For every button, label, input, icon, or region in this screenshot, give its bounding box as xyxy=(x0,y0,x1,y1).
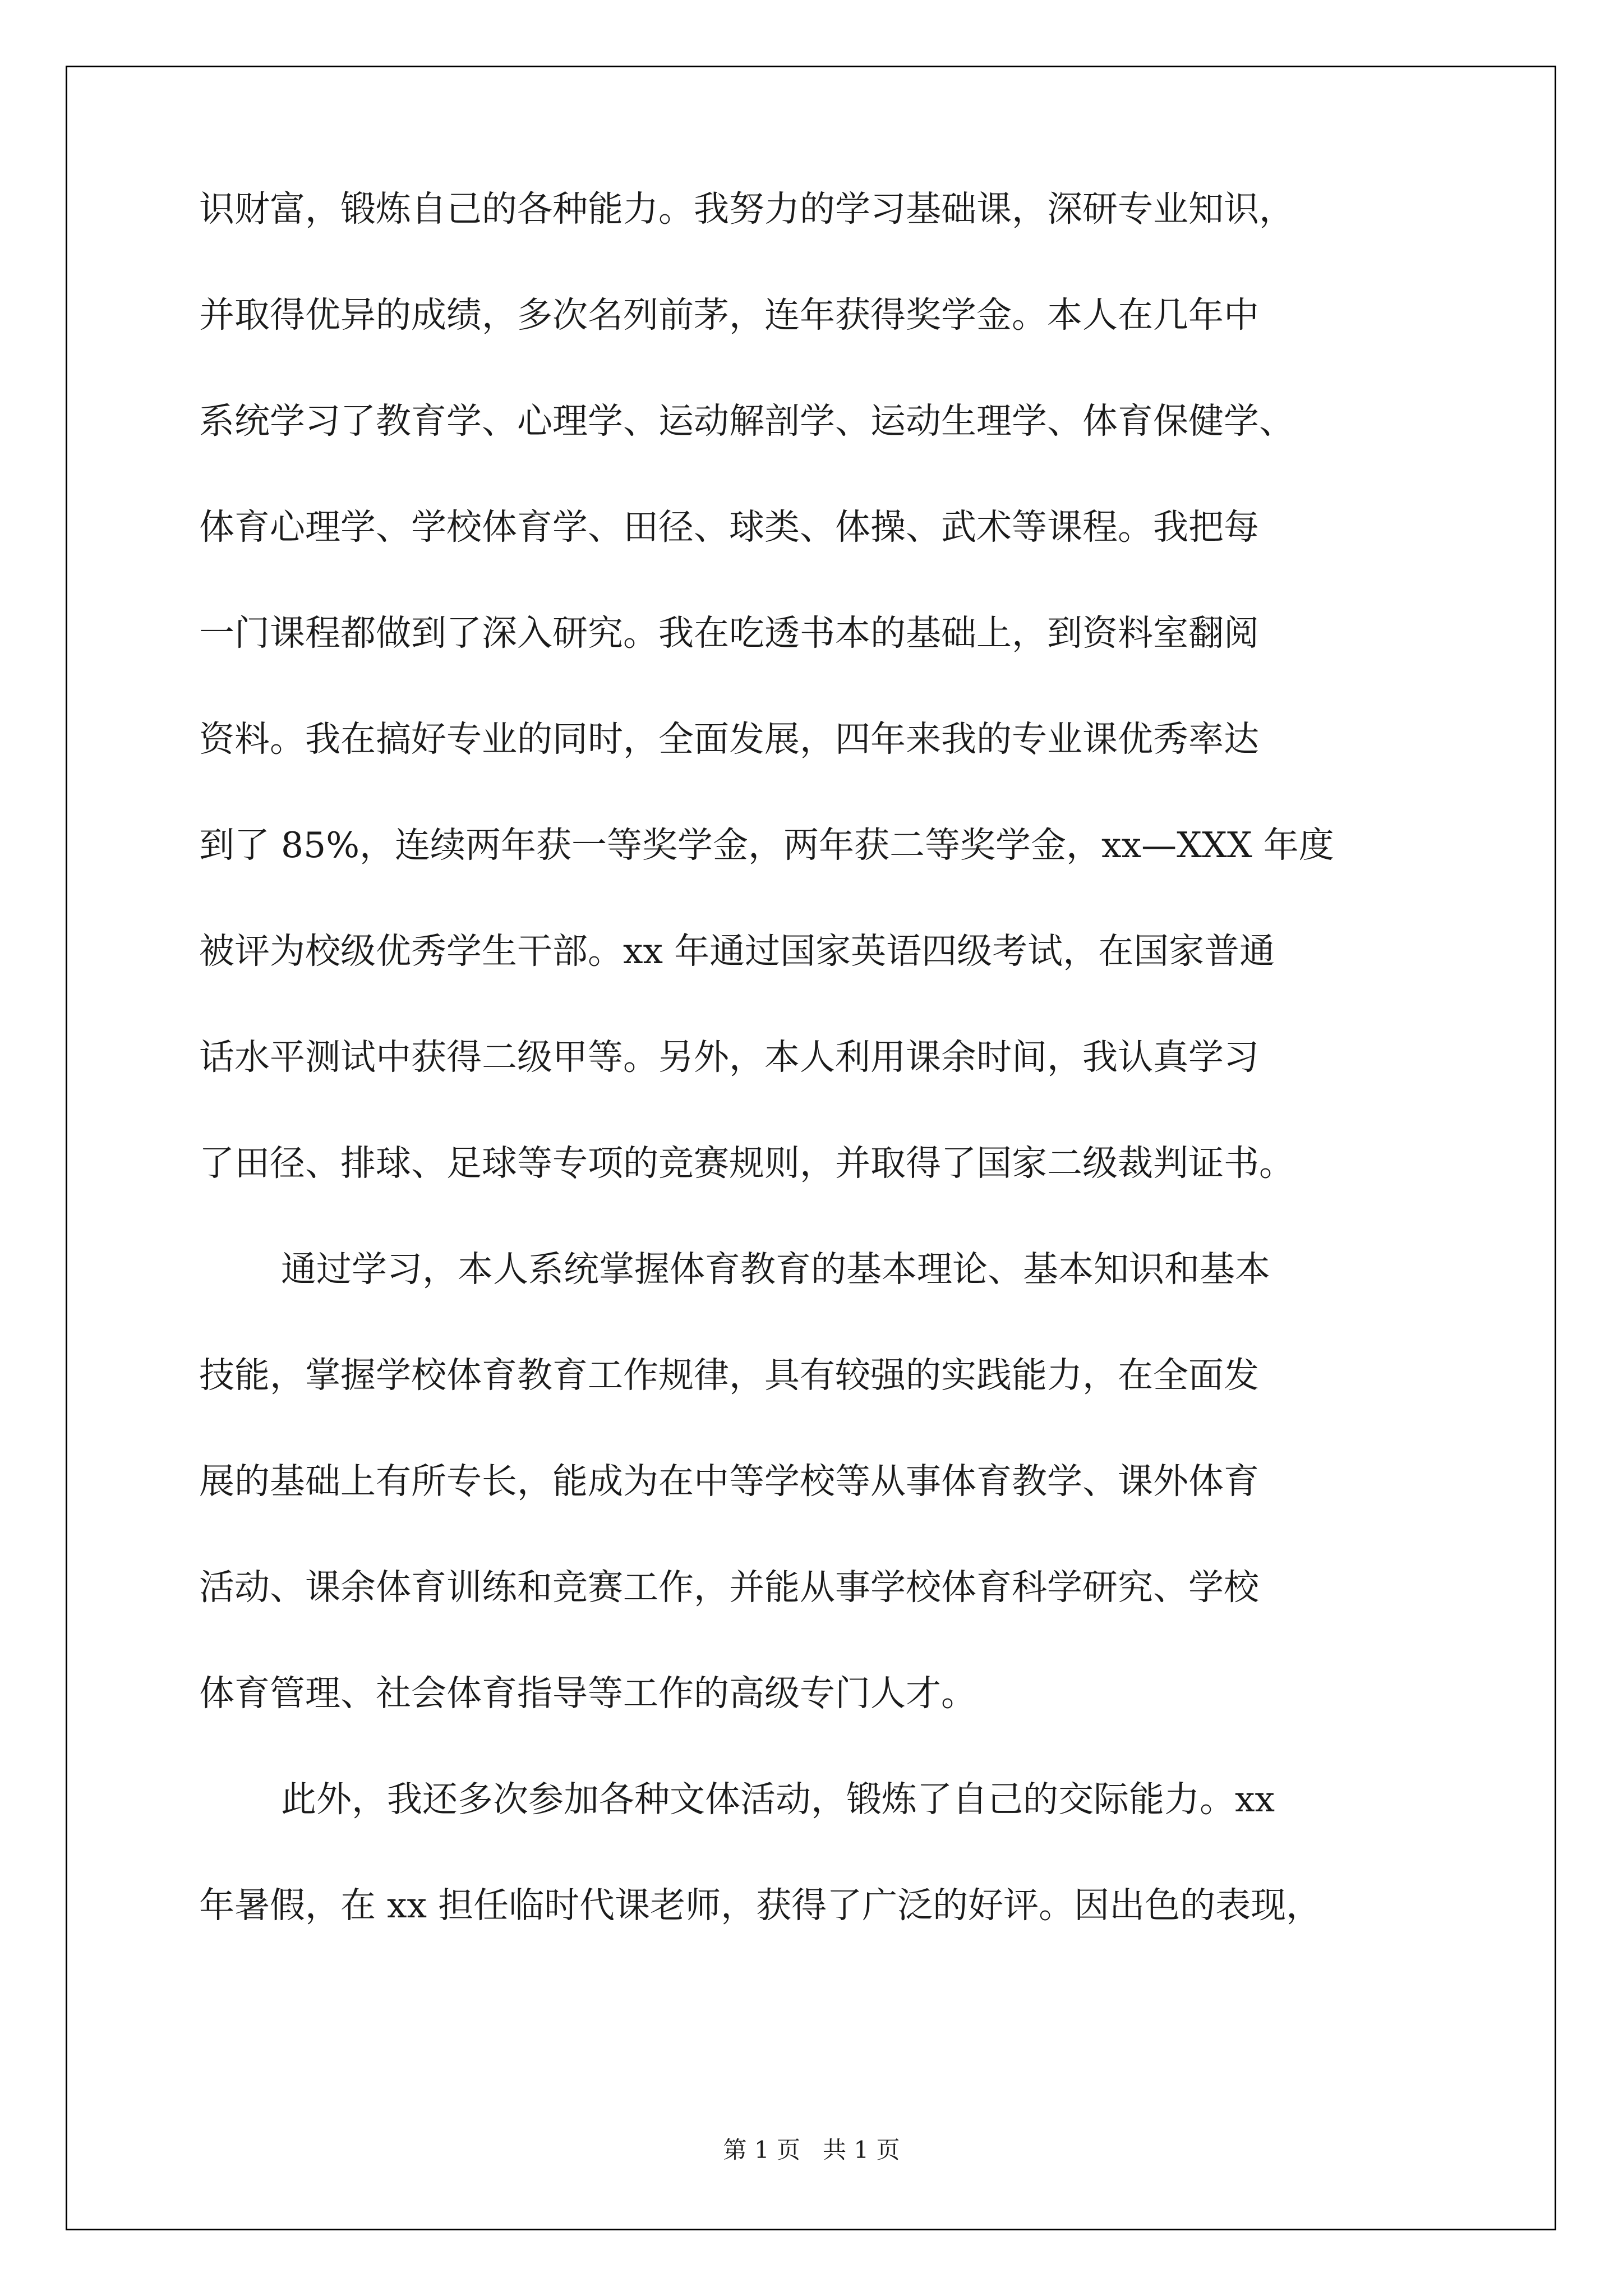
page-number-footer: 第 1 页 共 1 页 xyxy=(723,2136,900,2164)
text-line: 并取得优异的成绩，多次名列前茅，连年获得奖学金。本人在几年中 xyxy=(199,295,1259,335)
text-line: 识财富，锻炼自己的各种能力。我努力的学习基础课，深研专业知识， xyxy=(199,188,1294,229)
document-body xyxy=(199,188,1427,1994)
text-line: 年暑假，在 xx 担任临时代课老师，获得了广泛的好评。因出色的表现， xyxy=(199,1885,1322,1926)
paragraph-start-line: 此外，我还多次参加各种文体活动，锻炼了自己的交际能力。xx xyxy=(281,1779,1275,1820)
text-line: 系统学习了教育学、心理学、运动解剖学、运动生理学、体育保健学、 xyxy=(199,401,1294,441)
text-line: 到了 85%，连续两年获一等奖学金，两年获二等奖学金，xx—XXX 年度 xyxy=(199,825,1334,866)
text-line: 体育管理、社会体育指导等工作的高级专门人才。 xyxy=(199,1673,976,1714)
text-line: 展的基础上有所专长，能成为在中等学校等从事体育教学、课外体育 xyxy=(199,1461,1259,1502)
text-line: 体育心理学、学校体育学、田径、球类、体操、武术等课程。我把每 xyxy=(199,507,1259,547)
text-line: 活动、课余体育训练和竞赛工作，并能从事学校体育科学研究、学校 xyxy=(199,1567,1259,1608)
text-line: 资料。我在搞好专业的同时，全面发展，四年来我的专业课优秀率达 xyxy=(199,719,1259,760)
text-line: 一门课程都做到了深入研究。我在吃透书本的基础上，到资料室翻阅 xyxy=(199,613,1259,654)
text-line: 了田径、排球、足球等专项的竞赛规则，并取得了国家二级裁判证书。 xyxy=(199,1143,1294,1184)
paragraph-start-line: 通过学习，本人系统掌握体育教育的基本理论、基本知识和基本 xyxy=(281,1249,1270,1290)
text-line: 话水平测试中获得二级甲等。另外，本人利用课余时间，我认真学习 xyxy=(199,1037,1259,1078)
text-line: 被评为校级优秀学生干部。xx 年通过国家英语四级考试，在国家普通 xyxy=(199,931,1275,972)
text-line: 技能，掌握学校体育教育工作规律，具有较强的实践能力，在全面发 xyxy=(199,1355,1259,1396)
